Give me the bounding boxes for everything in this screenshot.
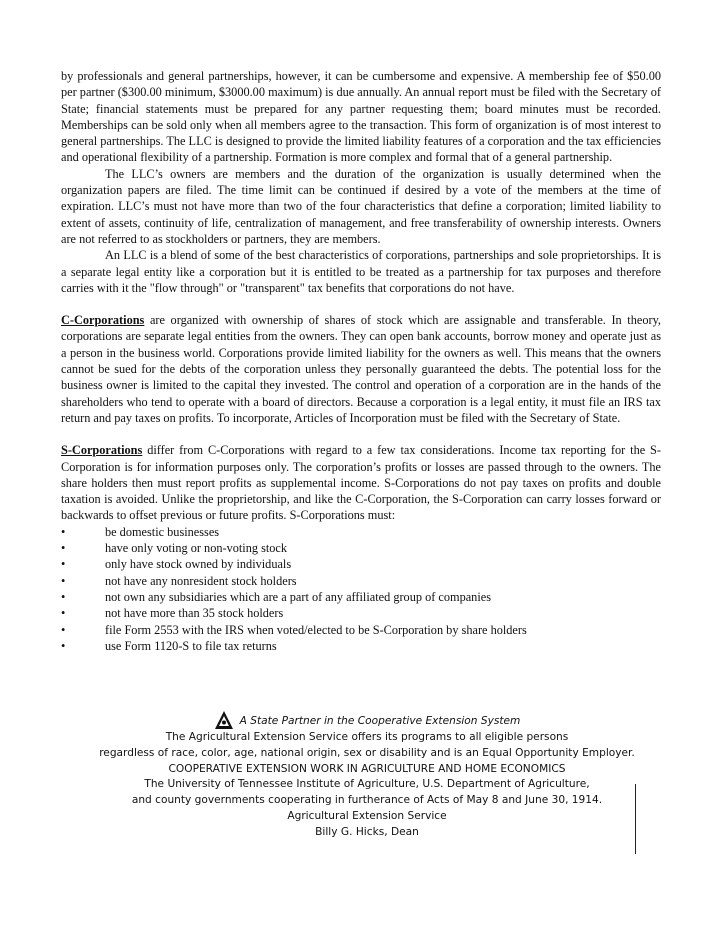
requirement-item: • only have stock owned by individuals	[61, 557, 292, 572]
s-corporation-requirements-list	[61, 524, 661, 654]
bullet-icon: •	[61, 638, 66, 653]
llc-owners-paragraph: The LLC’s owners are members and the duration of the organization is usually determined when the organization papers are filed. The time limit can be continued if desired by a vote of the members at the time of expiration. LLC’s must not have more than two of the four characteristics that define a corporation; limited liability to extent of assets, continuity of life, centralization of management, and free transferability of ownership interests. Owners are not referred to as stockholders or partners, they are members.	[61, 166, 661, 246]
bullet-icon: •	[61, 541, 66, 556]
footer-line-university: The University of Tennessee Institute of Agriculture, U.S. Department of Agriculture,	[144, 778, 590, 791]
footer-line-cooperative-extension: COOPERATIVE EXTENSION WORK IN AGRICULTURE AND HOME ECONOMICS	[168, 762, 566, 775]
requirement-item: • not have more than 35 stock holders	[61, 606, 284, 621]
s-corporations-section	[61, 442, 661, 523]
extension-logo-icon	[214, 710, 234, 730]
document-body	[61, 68, 661, 654]
bullet-icon: •	[61, 622, 66, 637]
state-partner-line	[60, 710, 674, 730]
footer-line-acts: and county governments cooperating in furtherance of Acts of May 8 and June 30, 1914.	[131, 794, 603, 807]
requirement-item: • be domestic businesses	[61, 524, 220, 539]
section-gap	[61, 296, 661, 312]
footer-line-service: Agricultural Extension Service	[287, 809, 447, 822]
bullet-icon: •	[61, 606, 66, 621]
bullet-icon: •	[61, 573, 66, 588]
footer-line-dean: Billy G. Hicks, Dean	[315, 825, 419, 838]
requirement-item: • not own any subsidiaries which are a part of any affiliated group of companies	[61, 589, 491, 604]
requirement-item: • have only voting or non-voting stock	[61, 541, 288, 556]
margin-rule	[635, 784, 636, 854]
bullet-icon: •	[61, 589, 66, 604]
c-corporations-section	[61, 312, 661, 426]
s-corporations-text: differ from C-Corporations with regard to a few tax considerations. Income tax reporting for the S-Corporation is for information purposes only. The corporation’s profits or losses are passed through to the owners. The share holders then must report profits as supplemental income. S-Corporations do not pay taxes on profits and double taxation is avoided. Unlike the proprietorship, and like the C-Corporation, the S-Corporation can carry losses forward or backwards to offset previous or future profits. S-Corporations must:	[61, 443, 661, 523]
llc-blend-paragraph: An LLC is a blend of some of the best characteristics of corporations, partnerships and sole proprietorships. It is a separate legal entity like a corporation but it is entitled to be treated as a partnership for tax purposes and therefore carries with it the "flow through" or "transparent" tax benefits that corporations do not have.	[61, 248, 661, 295]
section-gap	[61, 426, 661, 442]
bullet-icon: •	[61, 524, 66, 539]
state-partner-text: A State Partner in the Cooperative Extension System	[239, 715, 521, 727]
bullet-icon: •	[61, 557, 66, 572]
c-corporations-term: C-Corporations	[61, 313, 145, 328]
extension-service-footer	[60, 710, 674, 841]
requirement-item: • not have any nonresident stock holders	[61, 573, 297, 588]
requirement-item: • file Form 2553 with the IRS when voted/elected to be S-Corporation by share holders	[61, 622, 527, 637]
requirement-item: • use Form 1120-S to file tax returns	[61, 638, 277, 653]
footer-line-eligible: The Agricultural Extension Service offers its programs to all eligible persons	[165, 731, 569, 743]
llc-paragraph-continued: by professionals and general partnerships, however, it can be cumbersome and expensive. A membership fee of $50.00 per partner ($300.00 minimum, $3000.00 maximum) is due annually. An annual report must be filed with the Secretary of State; financial statements must be prepared for any partner requesting them; board minutes must be recorded. Memberships can be sold only when all members agree to the transaction. This form of organization is of most interest to general partnerships. The LLC is designed to provide the limited liability features of a corporation and the tax efficiencies and operational flexibility of a partnership. Formation is more complex and formal that of a general partnership.	[61, 69, 661, 165]
footer-line-equal-opportunity: regardless of race, color, age, national origin, sex or disability and is an Equal Opportunity Employer.	[99, 746, 635, 759]
c-corporations-text: are organized with ownership of shares of stock which are assignable and transferable. In theory, corporations are separate legal entities from the owners. They can open bank accounts, borrow money and operate just as a person in the business world. Corporations provide limited liability for the owners as well. This means that the owners cannot be sued for the debts of the corporation unless they personally guaranteed the debts. The potential loss for the business owner is limited to the capital they invested. The control and operation of a corporation are in the hands of the shareholders who tend to operate with a board of directors. Because a corporation is a legal entity, it must file an IRS tax return and pay taxes on profits. To incorporate, Articles of Incorporation must be filed with the Secretary of State.	[61, 313, 661, 425]
s-corporations-term: S-Corporations	[61, 443, 143, 458]
